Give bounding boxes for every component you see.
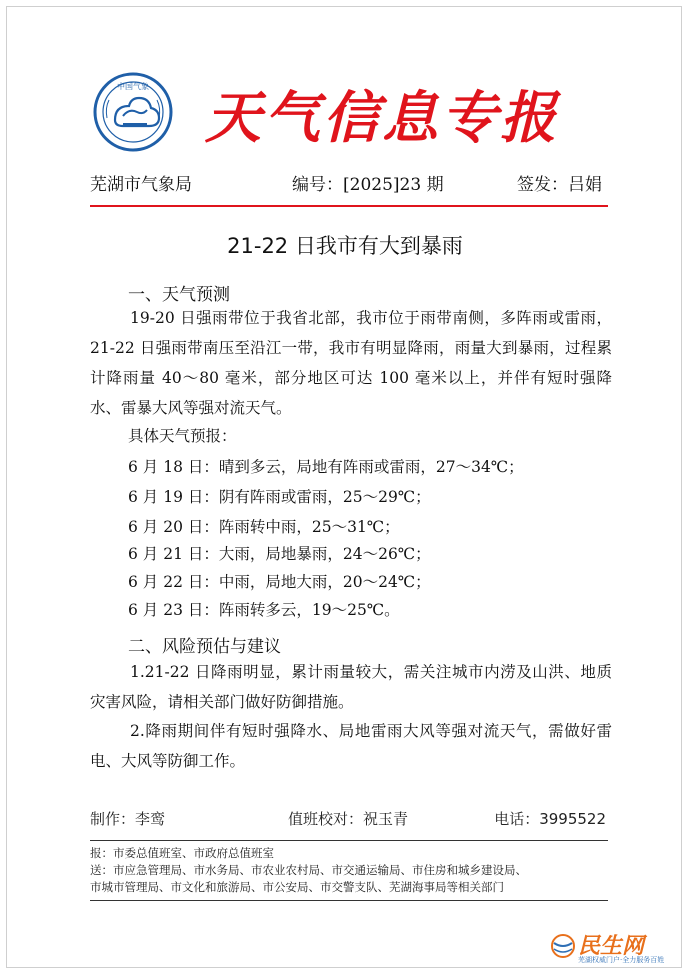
checker-label: 值班校对：祝玉青 — [288, 810, 409, 828]
forecast-day: 6 月 23 日：阵雨转多云，19～25℃。 — [128, 601, 400, 619]
risk-item: 2.降雨期间伴有短时强降水、局地雷雨大风等强对流天气，需做好雷电、大风等防御工作。 — [90, 722, 612, 770]
report-title: 天气信息专报 — [205, 85, 559, 151]
risk-item: 1.21-22 日降雨明显，累计雨量较大，需关注城市内涝及山洪、地质灾害风险，请相关部门做好防御措施。 — [90, 663, 612, 711]
cc-line: 送：市应急管理局、市水务局、市农业农村局、市交通运输局、市住房和城乡建设局、 — [90, 863, 527, 877]
issue-number: 编号：[2025]23 期 — [292, 175, 444, 195]
watermark-globe-icon — [550, 933, 576, 959]
forecast-day: 6 月 18 日：晴到多云，局地有阵雨或雷雨，27～34℃； — [128, 458, 524, 476]
watermark-sub: 芜湖权威门户·全力服务百姓 — [578, 956, 665, 964]
footer-divider — [90, 840, 608, 841]
forecast-day: 6 月 21 日：大雨，局地暴雨，24～26℃； — [128, 545, 431, 563]
headline: 21-22 日我市有大到暴雨 — [227, 234, 463, 258]
distribution-line: 报：市委总值班室、市政府总值班室 — [90, 846, 274, 860]
forecast-day: 6 月 22 日：中雨，局地大雨，20～24℃； — [128, 573, 431, 591]
watermark-brand: 民生网 — [578, 934, 645, 959]
header-divider — [90, 205, 608, 207]
forecast-intro: 具体天气预报： — [128, 427, 237, 445]
watermark — [550, 931, 678, 965]
cma-logo-icon — [93, 72, 173, 152]
section-heading-forecast: 一、天气预测 — [128, 285, 230, 305]
logo-text: 中国气象 — [117, 82, 149, 91]
author-label: 制作：李鸾 — [90, 810, 166, 828]
footer-divider-bottom — [90, 900, 608, 901]
section-heading-risk: 二、风险预估与建议 — [128, 637, 281, 657]
issuer-label: 芜湖市气象局 — [90, 175, 192, 195]
forecast-paragraph: 19-20 日强雨带位于我省北部，我市位于雨带南侧，多阵雨或雷雨，21-22 日强雨带南压至沿江一带，我市有明显降雨，雨量大到暴雨，过程累计降雨量 40～80 毫米，部分地区可达 100 毫米以上，并伴有短时强降水、雷暴大风等强对流天气。 — [90, 309, 612, 417]
phone-label: 电话：3995522 — [494, 810, 606, 828]
forecast-day: 6 月 20 日：阵雨转中雨，25～31℃； — [128, 518, 400, 536]
cc-line: 市城市管理局、市文化和旅游局、市公安局、市交警支队、芜湖海事局等相关部门 — [90, 880, 504, 894]
forecast-day: 6 月 19 日：阴有阵雨或雷雨，25～29℃； — [128, 488, 431, 506]
signer-label: 签发：吕娟 — [517, 175, 602, 195]
